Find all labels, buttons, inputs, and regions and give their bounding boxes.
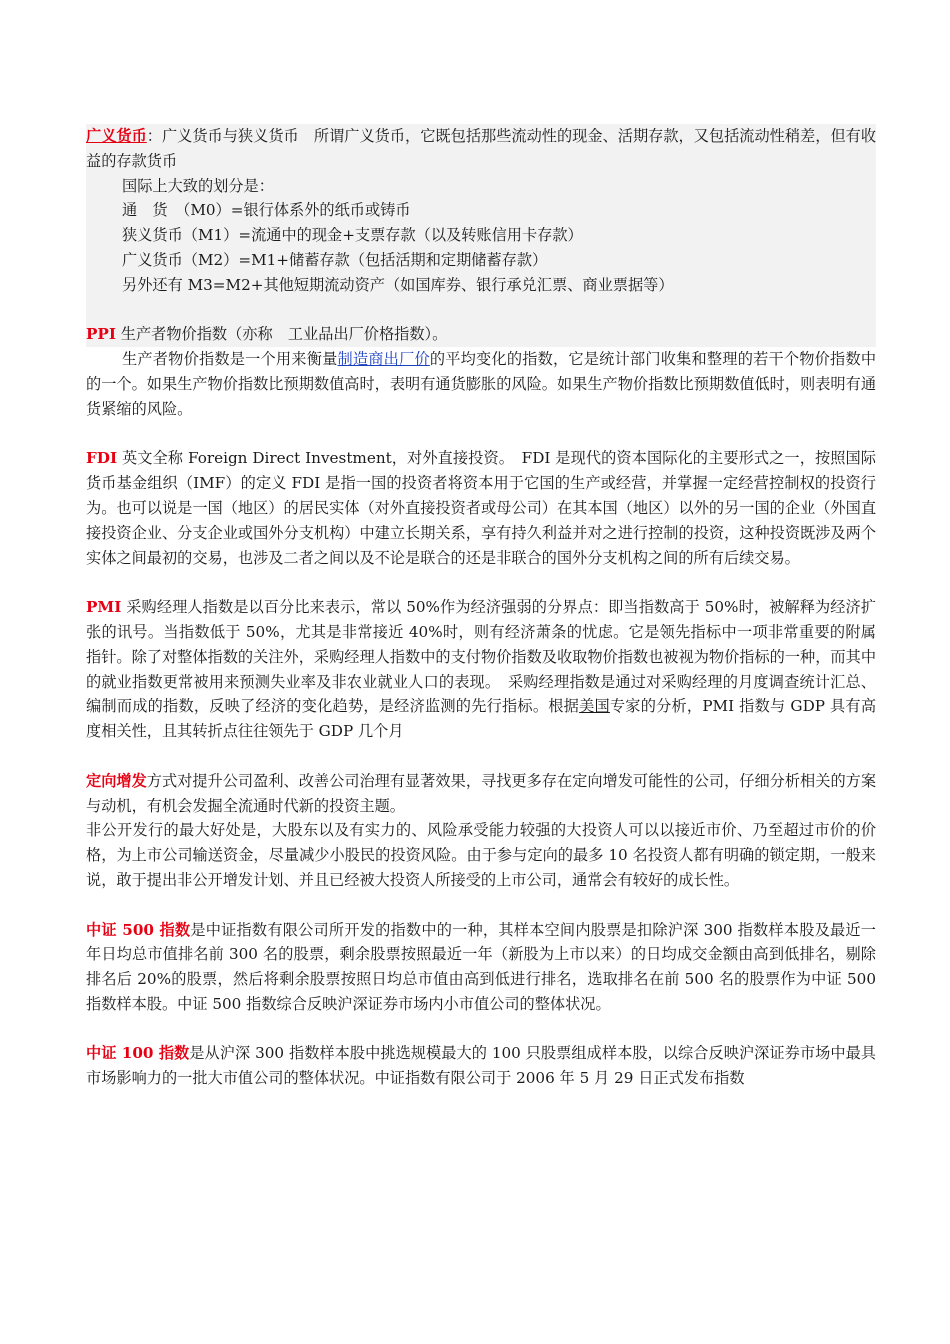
spacer	[86, 744, 876, 769]
paragraph-heading	[86, 322, 876, 347]
document-body	[86, 124, 876, 1091]
term-ppi: PPI	[86, 325, 116, 344]
underlined-word: 美国	[579, 697, 610, 716]
term-csi-100: 中证 100 指数	[86, 1044, 190, 1063]
paragraph	[86, 595, 876, 744]
paragraph	[86, 124, 876, 174]
list-line: 国际上大致的划分是：	[122, 176, 274, 195]
term-broad-money: 广义货币	[86, 127, 147, 145]
paragraph-text: 是中证指数有限公司所开发的指数中的一种，其样本空间内股票是扣除沪深 300 指数样本股及最近一年日均总市值排名前 300 名的股票，剩余股票按照最近一年（新股为上市以来）的日均成交金额由高到低排名，剔除排名后 20%的股票，然后将剩余股票按照日均总市值由高到低进行排名，选取排名在前 500 名的股票作为中证 500 指数样本股。中证 500 指数综合反映沪深证券市场内小市值公司的整体状况。	[86, 920, 876, 1013]
list-line: 广义货币（M2）=M1+储蓄存款（包括活期和定期储蓄存款）	[122, 250, 548, 269]
paragraph-text: 的平均变化的指数，它是统计部门收集和整理的若干个物价指数中的一个。如果生产物价指数比预期数值高时，表明有通货膨胀的风险。如果生产物价指数比预期数值低时，则表明有通货紧缩的风险。	[86, 350, 877, 418]
term-csi-500: 中证 500 指数	[86, 920, 191, 939]
spacer	[86, 570, 876, 595]
paragraph-text: 专家的分析，PMI 指数与 GDP 具有高度相关性，且其转折点往往领先于 GDP 几个月	[86, 697, 877, 741]
heading-text: 生产者物价指数（亦称 工业品出厂价格指数）。	[115, 325, 448, 344]
paragraph: 非公开发行的最大好处是，大股东以及有实力的、风险承受能力较强的大投资人可以以接近市价、乃至超过市价的价格，为上市公司输送资金，尽量减少小股民的投资风险。由于参与定向的最多 10 名投资人都有明确的锁定期，一般来说，敢于提出非公开增发计划、并且已经被大投资人所接受的上市公司，通常会有较好的成长性。	[86, 821, 876, 889]
spacer	[86, 422, 876, 447]
paragraph	[86, 1041, 876, 1091]
paragraph-text: 是从沪深 300 指数样本股中挑选规模最大的 100 只股票组成样本股，以综合反映沪深证券市场中最具市场影响力的一批大市值公司的整体状况。中证指数有限公司于 2006 年 5 月 29 日正式发布指数	[86, 1044, 876, 1088]
paragraph	[86, 769, 876, 819]
paragraph	[86, 446, 876, 570]
paragraph	[86, 918, 876, 1017]
list-line: 另外还有 M3=M2+其他短期流动资产（如国库券、银行承兑汇票、商业票据等）	[122, 275, 674, 294]
list-line: 狭义货币（M1）=流通中的现金+支票存款（以及转账信用卡存款）	[122, 226, 583, 245]
paragraph-text: 英文全称 Foreign Direct Investment，对外直接投资。 FDI 是现代的资本国际化的主要形式之一，按照国际货币基金组织（IMF）的定义 FDI 是指一国的投资者将资本用于它国的生产或经营，并掌握一定经营控制权的投资行为。也可以说是一国（地区）的居民实体（对外直接投资者或母公司）在其本国（地区）以外的另一国的企业（外国直接投资企业、分支企业或国外分支机构）中建立长期关系，享有持久利益并对之进行控制的投资，这种投资既涉及两个实体之间最初的交易，也涉及二者之间以及不论是联合的还是非联合的国外分支机构之间的所有后续交易。	[86, 449, 876, 567]
paragraph-text: ：广义货币与狭义货币 所谓广义货币，它既包括那些流动性的现金、活期存款，又包括流动性稍差，但有收益的存款货币	[86, 127, 877, 170]
section-broad-money	[86, 124, 876, 347]
paragraph	[86, 347, 876, 421]
hyperlink-manufacturer-price[interactable]: 制造商出厂价	[337, 350, 430, 369]
paragraph-text: 采购经理人指数是以百分比来表示，常以 50%作为经济强弱的分界点：即当指数高于 50%时，被解释为经济扩张的讯号。当指数低于 50%，尤其是非常接近 40%时，则有经济萧条的忧虑。它是领先指标中一项非常重要的附属指针。除了对整体指数的关注外，采购经理人指数中的支付物价指数及收取物价指数也被视为物价指标的一种，而其中的就业指数更常被用来预测失业率及非农业就业人口的表现。 采购经理指数是通过对采购经理的月度调查统计汇总、编制而成的指数，反映了经济的变化趋势，是经济监测的先行指标。根据	[86, 598, 876, 716]
spacer	[86, 1017, 876, 1042]
list-line: 通 货 （M0）=银行体系外的纸币或铸币	[122, 201, 411, 220]
term-directed-issuance: 定向增发	[86, 771, 147, 790]
term-fdi: FDI	[86, 449, 118, 468]
spacer	[86, 298, 876, 323]
spacer	[86, 893, 876, 918]
term-pmi: PMI	[86, 598, 122, 617]
paragraph-text: 方式对提升公司盈利、改善公司治理有显著效果，寻找更多存在定向增发可能性的公司，仔细分析相关的方案与动机，有机会发掘全流通时代新的投资主题。	[86, 771, 877, 815]
paragraph-text: 生产者物价指数是一个用来衡量	[122, 350, 338, 369]
